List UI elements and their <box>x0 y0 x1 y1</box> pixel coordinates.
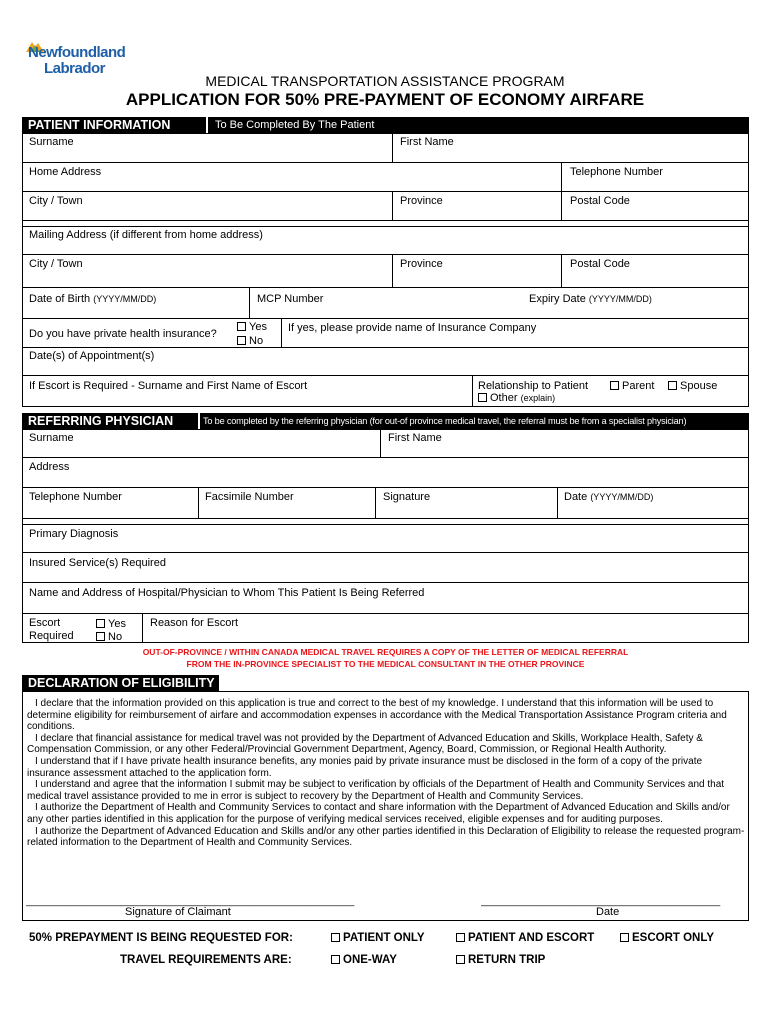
spouse-checkbox[interactable] <box>668 381 677 390</box>
patient-only-checkbox[interactable] <box>331 933 340 942</box>
declaration-p6: I authorize the Department of Advanced Education and Skills and/or any other parties identified in this Declaration of Eligibility to release the requested program-related information to the Department of Health and Community Services. <box>27 825 745 849</box>
patient-first-name-label: First Name <box>400 136 454 148</box>
mailing-postal-label: Postal Code <box>570 258 630 270</box>
escort-yes-checkbox[interactable] <box>96 619 105 628</box>
claimant-date-line[interactable]: ___________________________________________ <box>481 896 721 907</box>
relationship-label: Relationship to Patient <box>478 380 589 392</box>
other-explain: (explain) <box>520 393 556 403</box>
telephone-label: Telephone Number <box>570 166 663 178</box>
parent-text: Parent <box>622 380 655 392</box>
insurance-yes-checkbox[interactable] <box>237 322 246 331</box>
declaration-p5: I authorize the Department of Health and Community Services to contact and share information with the Department of Advanced Education and Skills and/or any other parties identified in this application for the purpose of verifying medical services received, eligible expenses and for auditing purposes. <box>27 802 730 825</box>
physician-date-label <box>564 491 653 503</box>
referral-notice-2: FROM THE IN-PROVINCE SPECIALIST TO THE MEDICAL CONSULTANT IN THE OTHER PROVINCE <box>186 659 585 669</box>
patient-surname-label: Surname <box>29 136 74 148</box>
form-title: APPLICATION FOR 50% PRE-PAYMENT OF ECONOMY AIRFARE <box>125 90 645 109</box>
referral-notice-1: OUT-OF-PROVINCE / WITHIN CANADA MEDICAL TRAVEL REQUIRES A COPY OF THE LETTER OF MEDICAL REFERRAL <box>142 647 629 657</box>
escort-only-checkbox[interactable] <box>620 933 629 942</box>
escort-only-text: ESCORT ONLY <box>632 932 715 944</box>
expiry-text: Expiry Date <box>529 293 586 305</box>
claimant-signature-line[interactable]: ___________________________________________________________ <box>26 896 355 907</box>
spouse-option[interactable] <box>668 380 717 392</box>
dob-label <box>29 293 156 305</box>
appointments-label: Date(s) of Appointment(s) <box>29 350 155 362</box>
patient-escort-text: PATIENT AND ESCORT <box>468 932 595 944</box>
declaration-p3: I understand that if I have private health insurance benefits, any monies paid by private insurance must be disclosed in the form of a copy of the private insurance assessment attached to the application form. <box>27 755 703 779</box>
expiry-format: (YYYY/MM/DD) <box>588 294 652 304</box>
logo-text-2: Labrador <box>44 60 106 77</box>
declaration-section-header <box>22 675 219 691</box>
patient-note: To Be Completed By The Patient <box>215 119 375 131</box>
dob-format: (YYYY/MM/DD) <box>93 294 157 304</box>
prepayment-requested-label: 50% PREPAYMENT IS BEING REQUESTED FOR: <box>29 932 293 944</box>
program-name: MEDICAL TRANSPORTATION ASSISTANCE PROGRAM <box>205 73 565 89</box>
reason-escort-label: Reason for Escort <box>150 617 239 629</box>
expiry-label <box>529 293 652 305</box>
declaration-p4: I understand and agree that the information I submit may be subject to verification by officials of the Department of Health and Community Services and that medical travel assistance provided to me in error is subject to recovery by the Department of Health and Community Services. <box>27 779 725 802</box>
return-trip-text: RETURN TRIP <box>468 954 546 966</box>
insurance-no-text: No <box>249 335 264 347</box>
insurance-no-checkbox[interactable] <box>237 336 246 345</box>
physician-fax-label: Facsimile Number <box>205 491 294 503</box>
spouse-text: Spouse <box>680 380 718 392</box>
mailing-province-label: Province <box>400 258 443 270</box>
patient-escort-option[interactable] <box>456 932 594 944</box>
claimant-date-label: Date <box>596 906 620 918</box>
physician-address-label: Address <box>29 461 70 473</box>
physician-section-header <box>22 413 749 429</box>
patient-heading: PATIENT INFORMATION <box>28 118 171 132</box>
travel-requirements-label: TRAVEL REQUIREMENTS ARE: <box>120 954 292 966</box>
insurance-yes-option[interactable] <box>237 321 267 333</box>
other-option[interactable] <box>478 392 555 404</box>
mailing-city-label: City / Town <box>29 258 83 270</box>
patient-section-header <box>22 117 749 133</box>
declaration-p1: I declare that the information provided on this application is true and correct to the best of my knowledge. I understand that this information will be used to determine eligibility for reimbursement of airfare and accommodation expenses in accordance with the Medical Transportation Assistance Program criteria and conditions. <box>27 698 727 733</box>
postal-label: Postal Code <box>570 195 630 207</box>
declaration-text <box>27 698 745 849</box>
escort-required-label-2: Required <box>29 630 74 642</box>
escort-no-text: No <box>108 631 123 643</box>
physician-heading: REFERRING PHYSICIAN <box>28 414 174 428</box>
patient-only-option[interactable] <box>331 932 425 944</box>
city-label: City / Town <box>29 195 83 207</box>
physician-first-name-label: First Name <box>388 432 442 444</box>
hospital-label: Name and Address of Hospital/Physician to Whom This Patient Is Being Referred <box>29 587 425 599</box>
logo-text-1: Newfoundland <box>28 44 126 61</box>
one-way-checkbox[interactable] <box>331 955 340 964</box>
one-way-option[interactable] <box>331 954 397 966</box>
escort-no-checkbox[interactable] <box>96 632 105 641</box>
dob-text: Date of Birth <box>29 293 91 305</box>
physician-frame <box>22 429 749 643</box>
parent-option[interactable] <box>610 380 654 392</box>
escort-name-label: If Escort is Required - Surname and First Name of Escort <box>29 380 308 392</box>
escort-no-option[interactable] <box>96 631 122 643</box>
physician-date-format: (YYYY/MM/DD) <box>590 492 654 502</box>
patient-escort-checkbox[interactable] <box>456 933 465 942</box>
escort-yes-option[interactable] <box>96 618 126 630</box>
diagnosis-label: Primary Diagnosis <box>29 528 119 540</box>
insurance-company-label: If yes, please provide name of Insurance Company <box>288 322 537 334</box>
home-address-label: Home Address <box>29 166 102 178</box>
return-trip-checkbox[interactable] <box>456 955 465 964</box>
physician-telephone-label: Telephone Number <box>29 491 122 503</box>
province-label: Province <box>400 195 443 207</box>
escort-only-option[interactable] <box>620 932 714 944</box>
signature-claimant-label: Signature of Claimant <box>125 906 231 918</box>
parent-checkbox[interactable] <box>610 381 619 390</box>
patient-only-text: PATIENT ONLY <box>343 932 425 944</box>
physician-note: To be completed by the referring physician (for out-of province medical travel, the referral must be from a specialist physician) <box>203 416 687 426</box>
mcp-label: MCP Number <box>257 293 324 305</box>
return-trip-option[interactable] <box>456 954 545 966</box>
insured-services-label: Insured Service(s) Required <box>29 557 166 569</box>
escort-yes-text: Yes <box>108 618 126 630</box>
other-checkbox[interactable] <box>478 393 487 402</box>
physician-signature-label: Signature <box>383 491 431 503</box>
physician-surname-label: Surname <box>29 432 74 444</box>
insurance-question: Do you have private health insurance? <box>29 328 217 340</box>
physician-date-text: Date <box>564 491 588 503</box>
insurance-no-option[interactable] <box>237 335 263 347</box>
one-way-text: ONE-WAY <box>343 954 397 966</box>
declaration-p2: I declare that financial assistance for medical travel was not provided by the Department of Advanced Education and Skills, Workplace Health, Safety & Compensation Commission, or any other Federal/Provincial Government Department, Agency, Board, Commission, or Regional Health Authority. <box>27 732 703 756</box>
other-text: Other <box>490 392 518 404</box>
escort-required-label-1: Escort <box>29 617 61 629</box>
declaration-heading: DECLARATION OF ELIGIBILITY <box>28 676 215 690</box>
mailing-address-label: Mailing Address (if different from home address) <box>29 229 263 241</box>
insurance-yes-text: Yes <box>249 321 267 333</box>
